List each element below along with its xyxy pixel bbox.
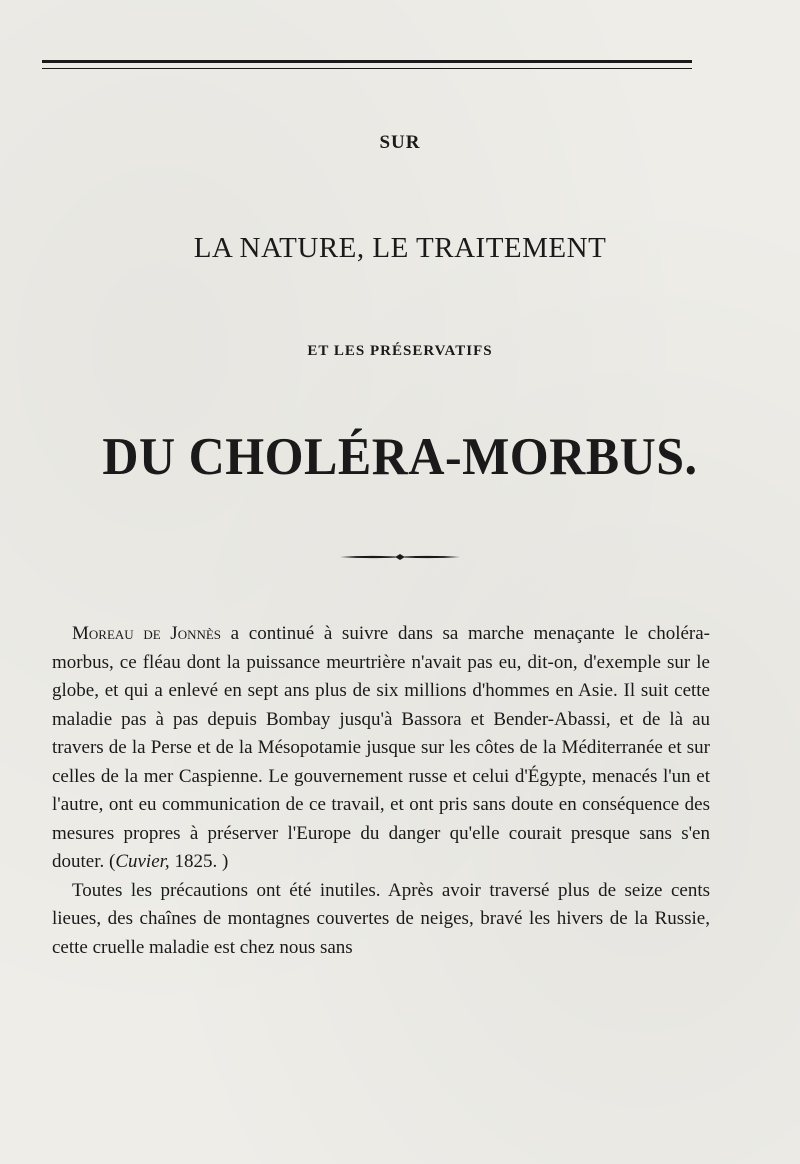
paragraph-1 xyxy=(52,620,710,877)
author-name: Moreau de Jonnès xyxy=(72,623,222,644)
heading-preservatifs: ET LES PRÉSERVATIFS xyxy=(307,343,493,359)
top-double-rule xyxy=(42,60,692,69)
body-text xyxy=(52,620,710,962)
paragraph-2: Toutes les précautions ont été inutiles. Après avoir traversé plus de seize cents lieues, des chaînes de montagnes couvertes de neiges, bravé les hivers de la Russie, cette cruelle maladie est chez nous sans xyxy=(52,879,710,958)
paragraph-1-text: a continué à suivre dans sa marche menaçante le choléra-morbus, ce fléau dont la puissance meurtrière n'avait pas eu, dit-on, d'exemple sur le globe, et qui a enlevé en sept ans plus de six millions d'hommes en Asie. Il suit cette maladie pas à pas depuis Bombay jusqu'à Bassora et Bender-Abassi, et de là au travers de la Perse et de la Mésopotamie jusque sur les côtes de la Méditerranée et sur celles de la mer Caspienne. Le gouvernement russe et celui d'Égypte, menacés l'un et l'autre, ont eu communication de ce travail, et ont pris sans doute en conséquence des mesures propres à préserver l'Europe du danger qu'elle courait presque sans s'en douter. ( xyxy=(52,623,710,872)
citation-year: 1825. ) xyxy=(169,851,229,872)
citation: Cuvier, xyxy=(115,851,170,872)
heading-cholera-morbus: DU CHOLÉRA-MORBUS. xyxy=(102,426,698,486)
heading-nature-traitement: LA NATURE, LE TRAITEMENT xyxy=(193,232,607,264)
ornament-rule-icon xyxy=(338,550,462,564)
heading-sur: SUR xyxy=(379,132,421,153)
